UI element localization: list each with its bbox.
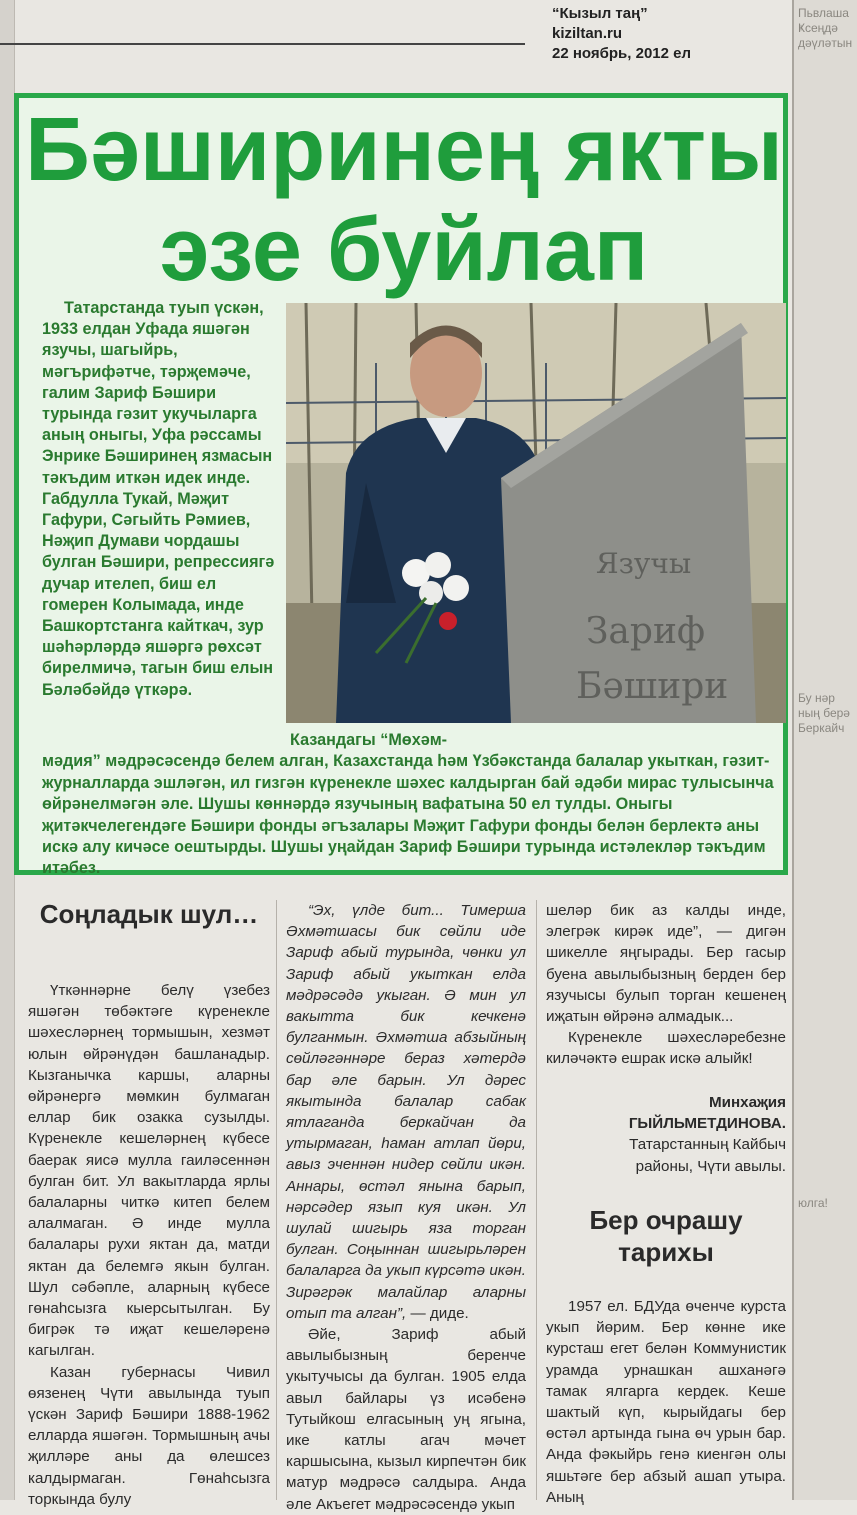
newspaper-name: “Кызыл таң” [552,5,648,22]
author-place-2: районы, Чүти авылы. [635,1157,786,1175]
author-last-name: ГЫЙЛЬМЕТДИНОВА. [628,1115,786,1133]
top-rule [0,43,525,45]
section-title-ochrashu: Бер очрашу тарихы [589,1205,743,1267]
stone-inscription-2: Зариф [586,611,706,652]
column-divider-1 [276,900,277,1500]
column-1 [28,980,270,1510]
col1-paragraph-2: Казан губернасы Чивил өязенең Чүти авылында туып үскән Зариф Бәшири 1888-1962 елларда яшәгән. Тормышның ачы җилләре аны да өлешсез калдырмаган. Гөнаһсызга торкында булу [28,1363,270,1508]
lead-paragraph [42,298,280,701]
stone-inscription-1: Язучы [596,547,692,580]
col3-lower-paragraph: 1957 ел. БДУда өченче курста укып йөрим. Бер көнне ике курсташ егет белән Коммунистик урамда урнашкан ашханәгә тамак ялгарга кердек. Кеше шактый күп, кырыйдагы бер өстәл артында гына өч урын бар. Анда фәкыйрь генә киенгән олы яшьтәге бер абзый ашап утыра. Аның [546,1298,786,1506]
stone-inscription-3: Бәшири [576,666,729,707]
col3-paragraph-1: шеләр бик аз калды инде, элегрәк кирәк иде”, — дигән шикелле яңгырады. Бер гасыр буена авылыбызның берден бер язучысы булып торган кешенең иҗатын өйрәнә алмадык... [546,902,786,1026]
right-page-edge: Пьвлаша Ҝсеңдә дәүләтын Бу нәр ның берә Беркайч юлга! [792,0,857,1500]
lead-text: Татарстанда туып үскән, 1933 елдан Уфада яшәгән язучы, шагыйрь, мәгърифәтче, тәрҗемәче, галим Зариф Бәшири турында гәзит укучыларга аның оныгы, Уфа рәссамы Энрике Бәширинең язмасын тәкъдим иткән идек инде. Габдулла Тукай, Мәҗит Гафури, Сәгыйть Рәмиев, Нәҗип Думави чордашы булган Бәшири, репрессиягә дучар ителеп, биш ел гомерен Колымада, инде Башкортстанга кайткач, зур шәһәрләрдә яшәргә рөхсәт бирелмичә, тагын биш елын Бәләбәйдә үткәрә. [42,299,275,699]
column-3-lower [546,1296,786,1508]
column-2 [286,900,526,1515]
article-headline [20,100,788,300]
col3-paragraph-2: Күренекле шәхесләребезне киләчәктә ешрак искә алыйк! [546,1029,786,1068]
headline-line-2: эзе буйлап [159,200,649,300]
col1-paragraph-1: Үткәннәрне белү үзебез яшәгән төбәктәге күренекле шәхесләрнең тормышын, хезмәт юлын өйрәнүдән башланадыр. Кызганычка каршы, аларны өйрәнергә мөмкин булмаган еллар бик озакка сузылды. Күренекле кешеләрнең күбесе баерак яисә мулла гаиләсеннән булган бит. Ул вакытларда ярлы балаларны читкә китеп белем алалмаган. Ә инде мулла балалары рухи яктан да, матди яктан да белемгә якын булган. Шул сәбәпле, аларның күбесе гөнаһсызга кыерсытылган. Бу бигрәк тә иҗат кешеләренә кагылган. [28,982,270,1360]
issue-date: 22 ноябрь, 2012 ел [552,45,692,62]
column-divider-2 [536,900,537,1500]
author-first-name: Минхаҗия [708,1094,786,1111]
column-3 [546,900,786,1070]
col2-quote [286,900,526,1324]
section-title-sonladyk: Соңладык шул… [39,899,259,929]
headline-line-1: Бәширинең якты [25,100,783,200]
quote-text: “Эх, үлде бит... Тимерша Әхмәтшасы бик сөйли иде Зариф абый турында, чөнки ул Зариф абый укыткан елда мәдрәсәдә укыган. Ә мин ул вакытта бик кечкенә булганмын. Әхмәтша абзыйның сөйләгәннәре бераз хәтердә бар әле барын. Ул дәрес якытында балалар сабак ятлаганда беркайчан да утырмаган, һаман атлап йөри, авыз эченнән нидер сөйли икән. Аннары, өстәл янына барып, нәрсәдер язып куя икән. Ул шулай шигырь яза торган булган. Соңыннан шигырьләрен балаларга да укып күрсәтә икән. Зирәгрәк малайлар аларны отып та алган”, [286,902,526,1322]
col2-paragraph-2: Әйе, Зариф абый авылыбызның беренче укытучысы да булган. 1905 елда авыл байлары үз исәбенә Тутыйкош елгасының уң ягына, ике катлы агач мәчет каршысына, кызыл кирпечтән бик матур мәдрәсә салдыра. Анда әле Акъегет мәдрәсәсендә укып [286,1326,526,1513]
lead-second-rest: мәдия” мәдрәсәсендә белем алган, Казахстанда һәм Үзбәкстанда балалар укыткан, гәзит-журналларда эшләгән, ил гизгән күренекле шәхес калдырган бай әдәби мирас тулысынча өйрәнелмәгән әле. Шушы көннәрдә язучының вафатына 50 ел тулды. Оныгы җитәкчелегендәге Бәшири фонды әгъзалары Мәҗит Гафури фонды белән берлектә аны искә алу кичәсе оештырды. Шушы уңайдан Зариф Бәшири турында истәлекләр тәкъдим итәбез. [42,752,774,878]
cemetery-photo [286,303,786,723]
lead-continuation [42,730,784,880]
author-place-1: Татарстанның Кайбыч [629,1136,786,1154]
photo-illustration [286,303,786,723]
quote-tail: — диде. [406,1304,469,1322]
author-signature [546,1092,786,1177]
website: kiziltan.ru [552,25,623,42]
left-page-edge [0,0,15,1500]
masthead [552,4,691,64]
lead-second-start: Казандагы “Мөхәм- [290,731,448,749]
